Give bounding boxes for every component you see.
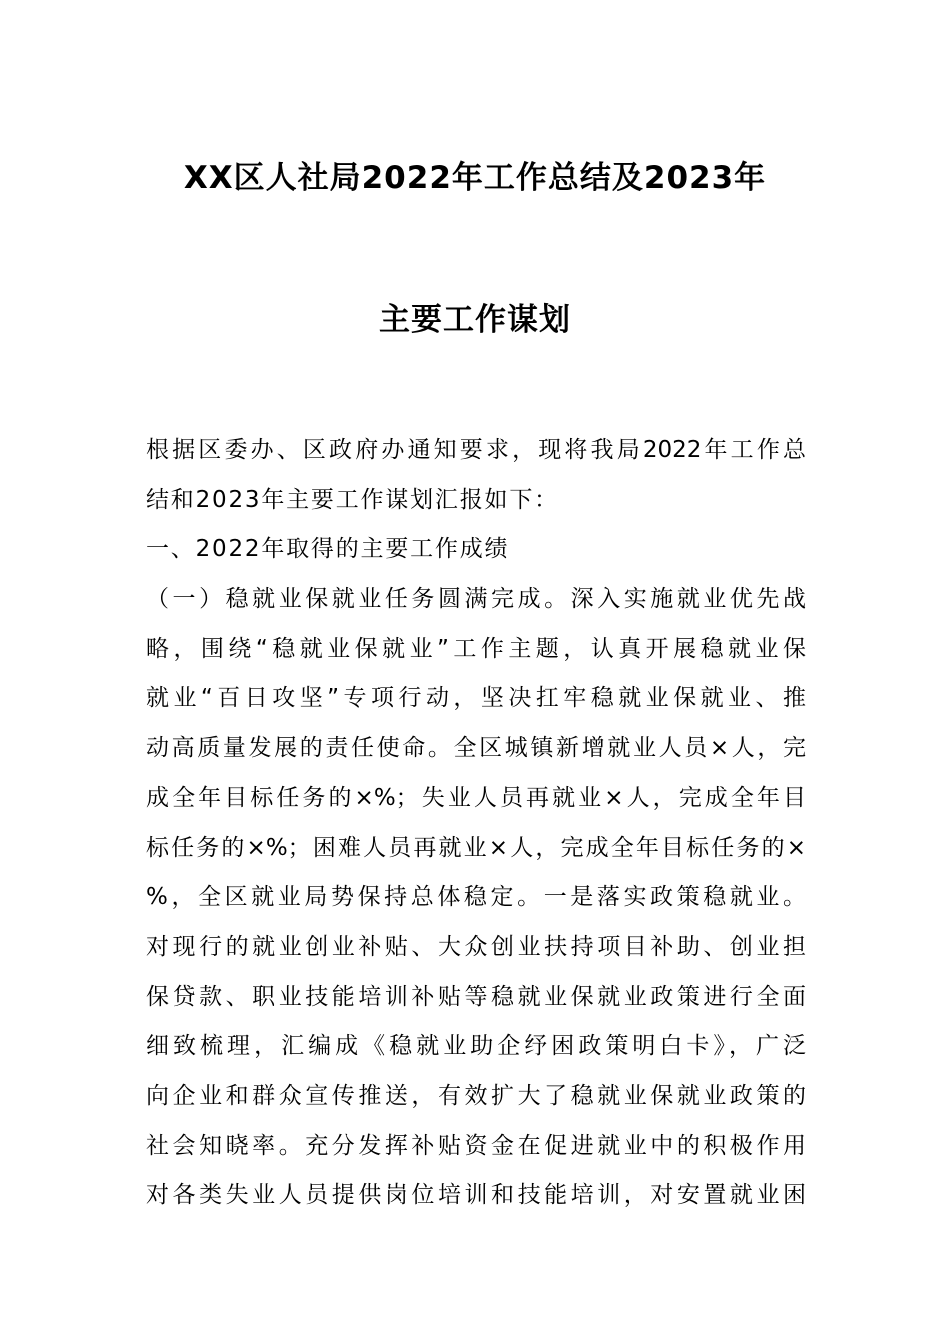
section-heading: 一、2022年取得的主要工作成绩 [146, 536, 510, 563]
body-line: 成全年目标任务的×%；失业人员再就业×人，完成全年目 [146, 784, 806, 811]
body-line: 略，围绕“稳就业保就业”工作主题，认真开展稳就业保 [146, 635, 806, 662]
body-line: 就业“百日攻坚”专项行动，坚决扛牢稳就业保就业、推 [146, 685, 806, 712]
body-line: 向企业和群众宣传推送，有效扩大了稳就业保就业政策的 [146, 1082, 806, 1109]
body-line: 动高质量发展的责任使命。全区城镇新增就业人员×人，完 [146, 735, 806, 762]
document-title-line-2: 主要工作谋划 [379, 302, 571, 338]
body-line: %，全区就业局势保持总体稳定。一是落实政策稳就业。 [146, 884, 806, 911]
body-line: 细致梳理，汇编成《稳就业助企纾困政策明白卡》，广泛 [146, 1033, 806, 1060]
body-line: 对各类失业人员提供岗位培训和技能培训，对安置就业困 [146, 1182, 806, 1209]
document-title-line-1: XX区人社局2022年工作总结及2023年 [183, 160, 767, 196]
body-line: 社会知晓率。充分发挥补贴资金在促进就业中的积极作用 [146, 1132, 806, 1159]
body-line: （一）稳就业保就业任务圆满完成。深入实施就业优先战 [146, 586, 806, 613]
body-line: 保贷款、职业技能培训补贴等稳就业保就业政策进行全面 [146, 983, 806, 1010]
body-line: 对现行的就业创业补贴、大众创业扶持项目补助、创业担 [146, 933, 806, 960]
document-body [146, 426, 806, 1221]
body-line: 标任务的×%；困难人员再就业×人，完成全年目标任务的× [146, 834, 806, 861]
body-line: 根据区委办、区政府办通知要求，现将我局2022年工作总 [146, 437, 806, 463]
body-line: 结和2023年主要工作谋划汇报如下： [146, 486, 559, 513]
